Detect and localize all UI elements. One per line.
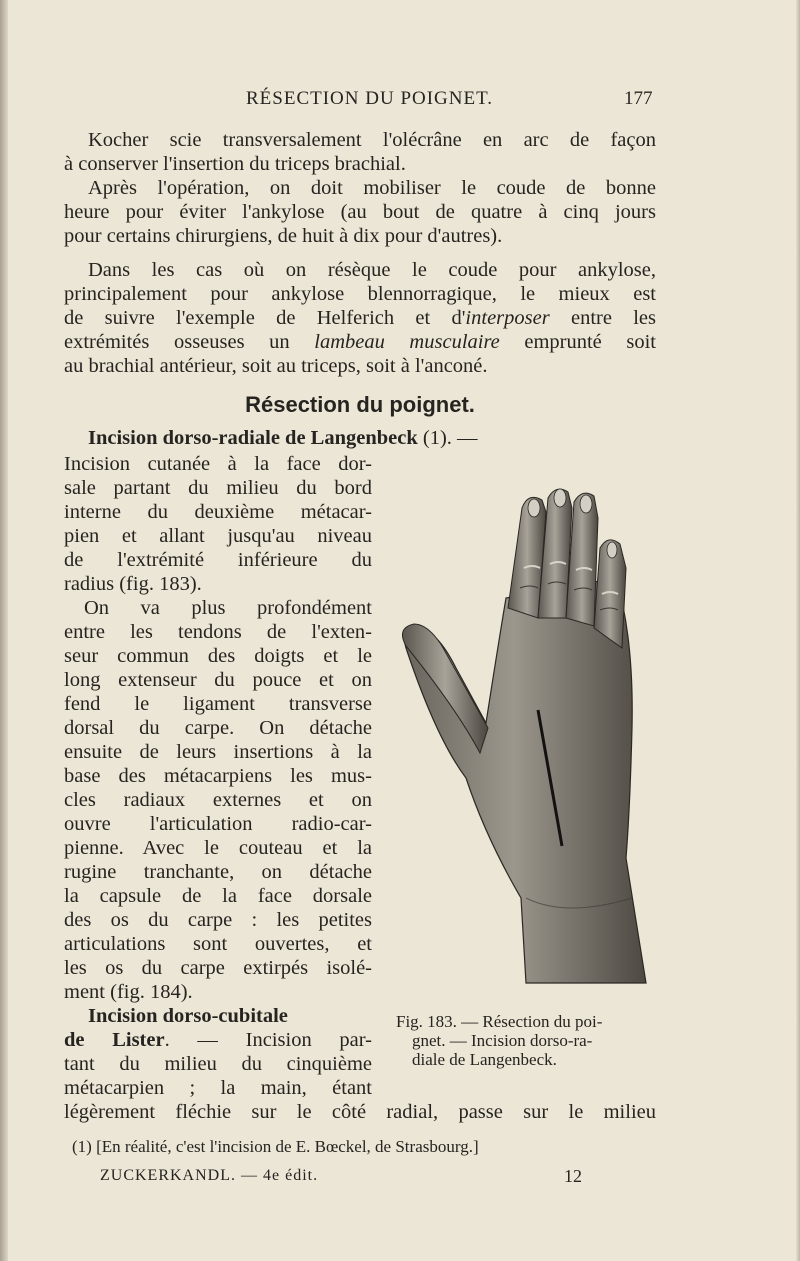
footnote: (1) [En réalité, c'est l'incision de E. Bœckel, de Strasbourg.] [72, 1137, 479, 1156]
italic-term: lambeau musculaire [314, 331, 500, 353]
text-line: à conserver l'insertion du triceps brachial. [64, 153, 406, 175]
text-line: métacarpien ; la main, étant [64, 1077, 372, 1099]
text-span: extrémités osseuses un [64, 331, 315, 353]
text-line: ment (fig. 184). [64, 981, 193, 1003]
signature-number: 12 [564, 1166, 582, 1186]
subheading-bold: de Lister [64, 1029, 165, 1051]
text-line: sale partant du milieu du bord [64, 477, 372, 499]
caption-line: Fig. 183. — Résection du poi- [396, 1012, 603, 1031]
text-line: de l'extrémité inférieure du [64, 549, 372, 571]
text-line: au brachial antérieur, soit au triceps, soit à l'anconé. [64, 355, 488, 377]
text-line: On va plus profondément [84, 597, 372, 619]
text-line: Dans les cas où on résèque le coude pour ankylose, [88, 259, 656, 281]
text-line: heure pour éviter l'ankylose (au bout de quatre à cinq jours [64, 201, 656, 223]
text-line [64, 306, 656, 330]
text-line: la capsule de la face dorsale [64, 885, 372, 907]
text-line: principalement pour ankylose blennorragique, le mieux est [64, 283, 656, 305]
page-edge-left [0, 0, 8, 1261]
text-line: entre les tendons de l'exten- [64, 621, 372, 643]
text-line: Après l'opération, on doit mobiliser le coude de bonne [88, 177, 656, 199]
text-line [64, 1028, 372, 1052]
text-line: rugine tranchante, on détache [64, 861, 372, 883]
text-line: Kocher scie transversalement l'olécrâne en arc de façon [88, 129, 656, 151]
page-edge-right [796, 0, 800, 1261]
subheading-bold: Incision dorso-radiale de Langenbeck [88, 427, 418, 449]
text-line: interne du deuxième métacar- [64, 501, 372, 523]
printer-signature: ZUCKERKANDL. — 4e édit. [100, 1167, 319, 1184]
text-span: entre les [549, 307, 656, 329]
text-line: pienne. Avec le couteau et la [64, 837, 372, 859]
text-line: légèrement fléchie sur le côté radial, passe sur le milieu [64, 1101, 656, 1123]
figure-caption [396, 1012, 668, 1069]
text-line: pour certains chirurgiens, de huit à dix pour d'autres). [64, 225, 503, 247]
text-line: cles radiaux externes et on [64, 789, 372, 811]
text-line: articulations sont ouvertes, et [64, 933, 372, 955]
text-line: pien et allant jusqu'au niveau [64, 525, 372, 547]
caption-line: diale de Langenbeck. [412, 1050, 557, 1069]
text-line: radius (fig. 183). [64, 573, 202, 595]
text-line [64, 330, 656, 354]
text-line: dorsal du carpe. On détache [64, 717, 372, 739]
text-line: base des métacarpiens les mus- [64, 765, 372, 787]
text-line: ouvre l'articulation radio-car- [64, 813, 372, 835]
caption-line: gnet. — Incision dorso-ra- [412, 1031, 593, 1050]
subheading-langenbeck [88, 426, 658, 450]
text-span: de suivre l'exemple de Helferich et d' [64, 307, 466, 329]
text-line: ensuite de leurs insertions à la [64, 741, 372, 763]
text-line: long extenseur du pouce et on [64, 669, 372, 691]
text-line: des os du carpe : les petites [64, 909, 372, 931]
italic-term: interposer [465, 307, 550, 329]
running-head: RÉSECTION DU POIGNET. [246, 88, 494, 109]
subheading-lister: Incision dorso-cubitale [88, 1005, 288, 1027]
text-span: (1). — [417, 427, 478, 449]
text-line: seur commun des doigts et le [64, 645, 372, 667]
text-line: Incision cutanée à la face dor- [64, 453, 372, 475]
text-line: les os du carpe extirpés isolé- [64, 957, 372, 979]
text-line: fend le ligament transverse [64, 693, 372, 715]
section-title: Résection du poignet. [245, 392, 475, 417]
text-line: tant du milieu du cinquième [64, 1053, 372, 1075]
page-number: 177 [624, 88, 653, 109]
text-span: . — Incision par- [164, 1029, 372, 1051]
text-span: emprunté soit [499, 331, 656, 353]
hand-illustration [396, 478, 658, 998]
